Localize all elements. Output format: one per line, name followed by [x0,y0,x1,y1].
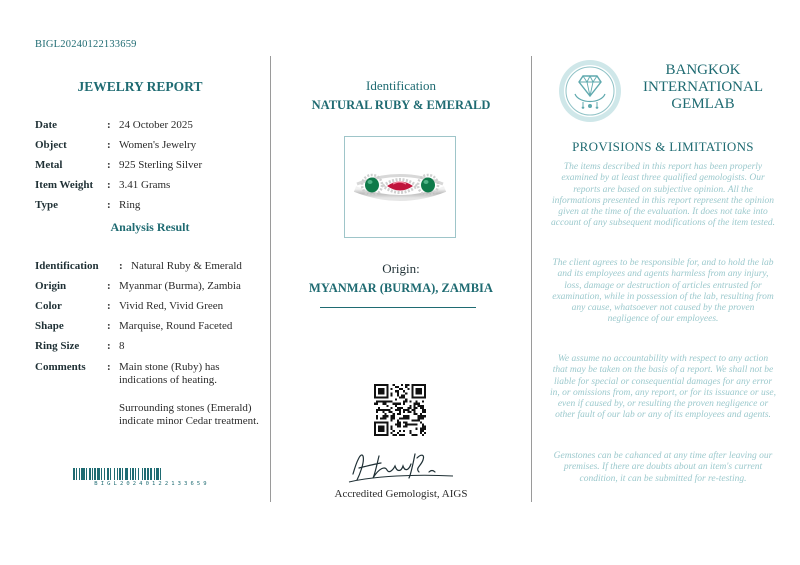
barcode-text: BIGL20240122133659 [94,481,210,487]
divider-left [270,56,271,502]
separator: : [107,179,111,191]
separator: : [107,199,111,211]
detail-row-date [35,119,265,132]
jewelry-report-panel [0,0,270,565]
separator: : [107,320,111,332]
detail-row-object [35,139,265,152]
analysis-key: Comments [35,361,86,373]
detail-row-metal [35,159,265,172]
detail-row-type [35,199,265,212]
analysis-key: Origin [35,280,67,292]
detail-key: Date [35,119,57,131]
barcode [73,468,231,480]
analysis-key: Color [35,300,62,312]
analysis-value: Main stone (Ruby) has indications of heating. [119,361,220,386]
origin-underline [320,307,476,308]
gemlab-logo [557,58,623,124]
analysis-row-origin [35,280,265,293]
analysis-value: Natural Ruby & Emerald [131,260,242,272]
analysis-row-ring-size [35,340,265,353]
detail-value: 24 October 2025 [119,119,193,131]
analysis-row-shape [35,320,265,333]
detail-key: Item Weight [35,179,94,191]
analysis-row-identification [35,260,265,273]
origin-label: Origin: [382,261,420,276]
separator: : [119,260,123,272]
separator: : [107,361,111,373]
divider-right [531,56,532,502]
detail-key: Object [35,139,67,151]
provision-paragraph: The items described in this report has been properly examined by at least three qualified gemologists. Our reports are based on subjective opinion. All the informations presented in this report represent the opinion given at the time of the evaluation. It does not take into account of any subsequent modifications of the item tested. [550,162,775,229]
detail-value: 925 Sterling Silver [119,159,203,171]
provision-paragraph: Gemstones can be cahanced at any time after leaving our premises. If there are doubts about an item's current condition, it can be submitted for re-testing. [553,451,773,484]
comments-extra: Surrounding stones (Emerald) indicate minor Cedar treatment. [119,402,259,427]
identification-value: NATURAL RUBY & EMERALD [311,98,491,112]
lab-name-line: INTERNATIONAL [643,79,763,95]
barcode-bar [161,468,163,480]
analysis-row-color [35,300,265,313]
detail-value: Women's Jewelry [119,139,197,151]
signature-caption: Accredited Gemologist, AIGS [334,488,468,500]
origin-value: MYANMAR (BURMA), ZAMBIA [309,281,493,295]
signature [345,446,457,486]
provision-paragraph: The client agrees to be responsible for, and to hold the lab and its employees and agents harmless from any injury, loss, damage or destruction of articles entrusted for examination, while in possession of the lab, resulting from any cause, whatsoever not caused by the proven negligence of our employees. [552,258,774,325]
analysis-key: Shape [35,320,64,332]
ring-photo [344,136,456,238]
qr-code [374,384,426,436]
detail-value: Ring [119,199,141,211]
detail-value: 3.41 Grams [119,179,171,191]
separator: : [107,300,111,312]
analysis-title: Analysis Result [110,220,190,234]
provisions-title: PROVISIONS & LIMITATIONS [572,139,754,154]
analysis-key: Identification [35,260,99,272]
separator: : [107,139,111,151]
identification-label: Identification [365,78,437,93]
analysis-value: Myanmar (Burma), Zambia [119,280,241,292]
report-title: JEWELRY REPORT [77,79,203,94]
analysis-row-comments [35,361,265,387]
lab-name-line: GEMLAB [671,96,735,112]
detail-row-item-weight [35,179,265,192]
report-id: BIGL20240122133659 [35,39,137,50]
ring-image [345,137,455,237]
separator: : [107,119,111,131]
detail-key: Metal [35,159,63,171]
separator: : [107,340,111,352]
lab-name [628,62,778,113]
analysis-value: Vivid Red, Vivid Green [119,300,224,312]
analysis-value: Marquise, Round Faceted [119,320,233,332]
analysis-key: Ring Size [35,340,80,352]
detail-key: Type [35,199,59,211]
separator: : [107,159,111,171]
provision-paragraph: We assume no accountability with respect to any action that may be taken on the basis of a report. We shall not be liable for special or consequential damages for any error in, or omissions from, any report, or for its issuance or use, even if caused by, or resulting the proven negligence or other fault of our lab or any of its employees and agents. [550,354,776,421]
lab-name-line: BANGKOK [665,62,741,78]
analysis-value: 8 [119,340,125,352]
separator: : [107,280,111,292]
